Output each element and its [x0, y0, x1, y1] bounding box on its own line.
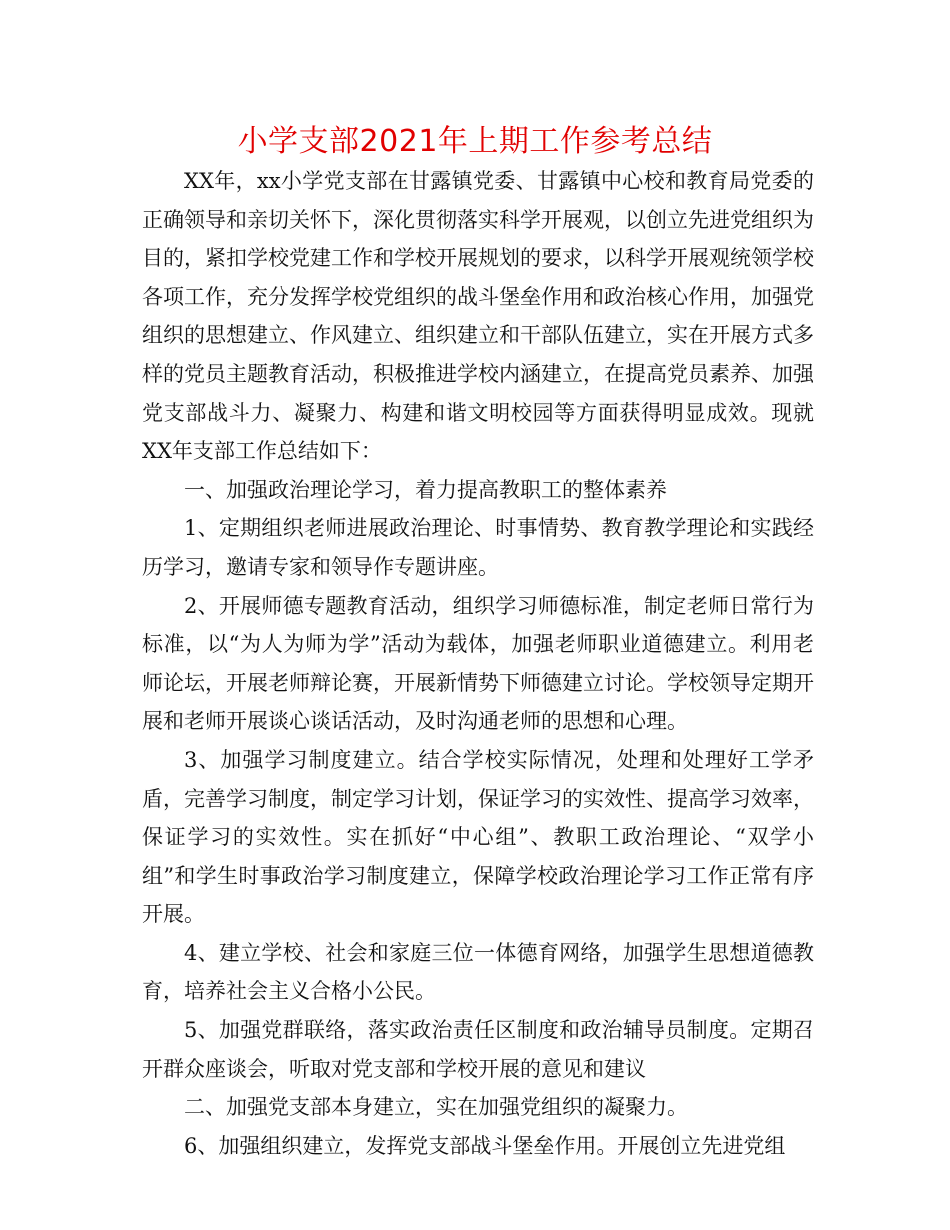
paragraph-item-6: 6、加强组织建立，发挥党支部战斗堡垒作用。开展创立先进党组 — [184, 1133, 786, 1158]
paragraph-section-1-heading: 一、加强政治理论学习，着力提高教职工的整体素养 — [184, 477, 667, 502]
paragraph-item-4: 4、建立学校、社会和家庭三位一体德育网络，加强学生思想道德教育，培养社会主义合格小公民。 — [142, 940, 814, 1004]
paragraph-item-3: 3、加强学习制度建立。结合学校实际情况，处理和处理好工学矛盾，完善学习制度，制定学习计划，保证学习的实效性、提高学习效率，保证学习的实效性。实在抓好“中心组”、教职工政治理论、“双学小组”和学生时事政治学习制度建立，保障学校政治理论学习工作正常有序开展。 — [142, 747, 814, 927]
paragraph-section-2-heading: 二、加强党支部本身建立，实在加强党组织的凝聚力。 — [184, 1095, 688, 1120]
paragraph-intro: XX年，xx小学党支部在甘露镇党委、甘露镇中心校和教育局党委的正确领导和亲切关怀下，深化贯彻落实科学开展观，以创立先进党组织为目的，紧扣学校党建工作和学校开展规划的要求，以科学开展观统领学校各项工作，充分发挥学校党组织的战斗堡垒作用和政治核心作用，加强党组织的思想建立、作风建立、组织建立和干部队伍建立，实在开展方式多样的党员主题教育活动，积极推进学校内涵建立，在提高党员素养、加强党支部战斗力、凝聚力、构建和谐文明校园等方面获得明显成效。现就XX年支部工作总结如下： — [142, 169, 814, 464]
paragraph-item-5: 5、加强党群联络，落实政治责任区制度和政治辅导员制度。定期召开群众座谈会，听取对党支部和学校开展的意见和建议 — [142, 1018, 814, 1081]
paragraph-item-1: 1、定期组织老师进展政治理论、时事情势、教育教学理论和实践经历学习，邀请专家和领导作专题讲座。 — [142, 516, 814, 579]
document-body — [142, 162, 814, 1165]
document-title: 小学支部2021年上期工作参考总结 — [237, 124, 713, 159]
paragraph-item-2: 2、开展师德专题教育活动，组织学习师德标准，制定老师日常行为标准，以“为人为师为学”活动为载体，加强老师职业道德建立。利用老师论坛，开展老师辩论赛，开展新情势下师德建立讨论。学校领导定期开展和老师开展谈心谈话活动，及时沟通老师的思想和心理。 — [142, 593, 814, 734]
